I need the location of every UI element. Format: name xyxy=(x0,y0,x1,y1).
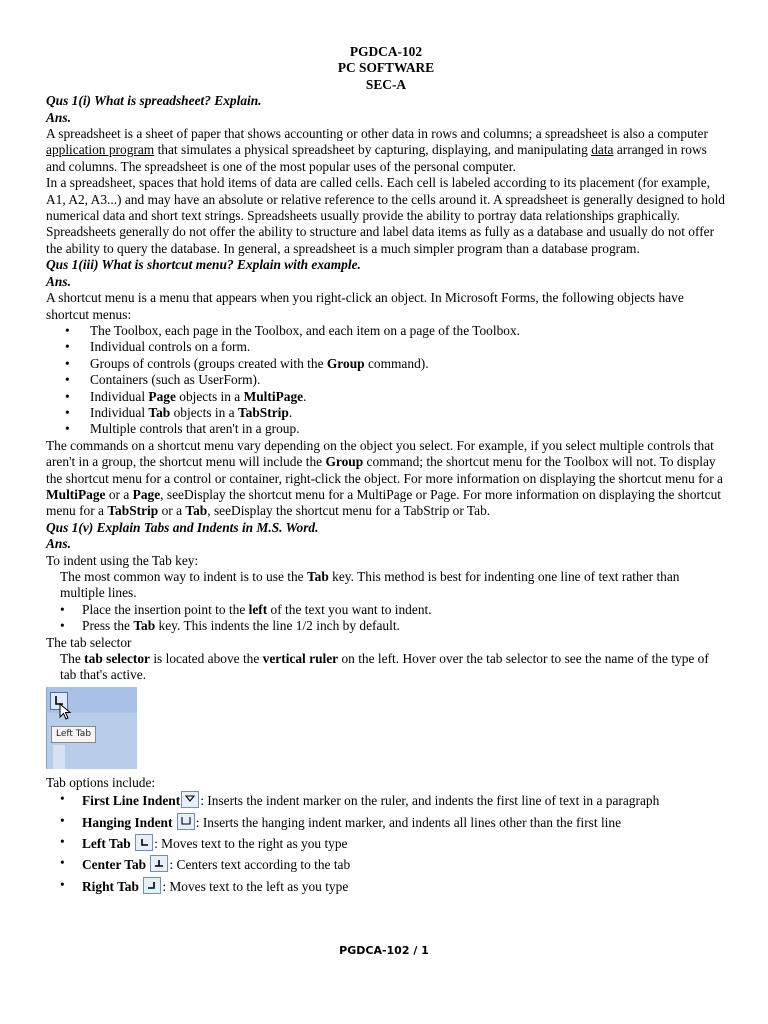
data-link[interactable]: data xyxy=(591,142,614,158)
section-label: SEC-A xyxy=(365,76,407,92)
text: objects in a xyxy=(175,388,244,404)
answer-label-1: Ans. xyxy=(46,109,71,125)
center-tab-icon xyxy=(150,855,168,872)
text: Tab xyxy=(133,618,156,634)
list-item: • Individual controls on a form. xyxy=(90,339,726,355)
course-title: PC SOFTWARE xyxy=(337,60,435,76)
doc-header xyxy=(46,44,726,93)
text: command; the shortcut menu for the Toolbox will not. To display the shortcut menu for a control or container, right-click the object. For more information on displaying the shortcut menu for a xyxy=(46,454,723,486)
shortcut-objects-list xyxy=(46,323,726,438)
hanging-indent-icon xyxy=(177,813,195,830)
list-item xyxy=(90,356,726,372)
list-item: • Containers (such as UserForm). xyxy=(90,372,726,388)
text: The most common way to indent is to use the xyxy=(60,569,307,584)
vertical-ruler xyxy=(53,745,65,769)
text: A spreadsheet is a sheet of paper that shows accounting or other data in rows and columns; a spreadsheet is also a computer xyxy=(46,126,708,142)
text: TabStrip xyxy=(237,404,289,420)
text: vertical ruler xyxy=(262,651,339,667)
list-item xyxy=(82,602,726,618)
q3-line-4 xyxy=(46,651,726,684)
text: Tab xyxy=(148,404,171,420)
text: key. This indents the line 1/2 inch by default. xyxy=(155,618,400,634)
question-1: Qus 1(i) What is spreadsheet? Explain. xyxy=(46,93,262,109)
list-item xyxy=(82,791,726,809)
answer-label-2: Ans. xyxy=(46,273,71,289)
text: : Moves text to the right as you type xyxy=(154,836,348,852)
question-3: Qus 1(v) Explain Tabs and Indents in M.S. Word. xyxy=(46,519,319,535)
text: tab selector xyxy=(84,651,150,667)
text: Groups of controls (groups created with the xyxy=(90,355,327,371)
text: arranged in rows and columns. The spreadsheet is one of the most popular uses of the personal computer. xyxy=(46,142,707,174)
indent-steps-list xyxy=(46,602,726,635)
text: Page xyxy=(132,486,161,502)
tab-options-intro: Tab options include: xyxy=(46,774,156,790)
text: Place the insertion point to the xyxy=(82,601,249,617)
text: Group xyxy=(325,454,364,470)
course-code: PGDCA-102 xyxy=(349,44,423,59)
text: objects in a xyxy=(170,404,238,420)
q3-line-1: To indent using the Tab key: xyxy=(46,552,199,568)
answer-label-3: Ans. xyxy=(46,536,71,552)
q1-paragraph-2: In a spreadsheet, spaces that hold items of data are called cells. Each cell is labeled according to its placement (for example, A1, A2, A3...) and may have an absolute or relative reference to the cells around it. A spreadsheet is generally designed to hold numerical data and short text strings. Spreadsheets usually provide the ability to portray data relationships graphically. Spreadsheets generally do not offer the ability to structure and label data items as fully as a database and usually do not offer the ability to query the database. In general, a spreadsheet is a much simpler program than a database program. xyxy=(46,175,725,256)
application-program-link[interactable]: application program xyxy=(46,142,155,158)
text: left xyxy=(248,601,268,617)
q2-intro: A shortcut menu is a menu that appears when you right-click an object. In Microsoft Forms, the following objects have shortcut menus: xyxy=(46,290,684,322)
text: . xyxy=(303,388,307,404)
text: The xyxy=(60,651,85,667)
text: Press the xyxy=(82,618,134,634)
text: command). xyxy=(364,355,429,371)
page-footer: PGDCA-102 / 1 xyxy=(339,944,429,957)
text: : Centers text according to the tab xyxy=(169,857,351,873)
tab-options-list xyxy=(46,791,726,895)
list-item: • Multiple controls that aren't in a group. xyxy=(90,421,726,437)
document-page xyxy=(46,44,726,898)
text: is located above the xyxy=(149,651,263,667)
q2-paragraph xyxy=(46,438,726,520)
text: MultiPage xyxy=(46,486,106,502)
list-item xyxy=(82,618,726,634)
text: : Inserts the hanging indent marker, and indents all lines other than the first line xyxy=(195,814,622,830)
list-item xyxy=(90,405,726,421)
text: : Moves text to the left as you type xyxy=(162,878,349,894)
text: or a xyxy=(105,486,133,502)
text: First Line Indent xyxy=(82,793,181,809)
text: Tab xyxy=(185,503,208,519)
list-item: • The Toolbox, each page in the Toolbox, and each item on a page of the Toolbox. xyxy=(90,323,726,339)
text: TabStrip xyxy=(107,503,159,519)
text: Page xyxy=(148,388,176,404)
left-tab-icon xyxy=(135,834,153,851)
q3-line-2 xyxy=(46,569,726,602)
list-item xyxy=(82,813,726,831)
text: Center Tab xyxy=(82,857,147,873)
text: , seeDisplay the shortcut menu for a TabStrip or Tab. xyxy=(207,503,491,519)
mouse-cursor-icon xyxy=(59,703,73,721)
first-line-indent-icon xyxy=(181,791,199,808)
left-tab-tooltip: Left Tab xyxy=(51,726,96,743)
list-item xyxy=(82,877,726,895)
text: that simulates a physical spreadsheet by capturing, displaying, and manipulating xyxy=(154,142,592,158)
text: Hanging Indent xyxy=(82,814,173,830)
text: Individual xyxy=(90,388,149,404)
question-2: Qus 1(iii) What is shortcut menu? Explain with example. xyxy=(46,257,361,273)
text: Right Tab xyxy=(82,878,139,894)
list-item xyxy=(82,834,726,852)
text: Individual xyxy=(90,404,149,420)
text: or a xyxy=(158,503,186,519)
q3-line-3: The tab selector xyxy=(46,634,132,650)
text: , seeDisplay the shortcut menu for a MultiPage or Page. For more information on displaying the shortcut menu for a xyxy=(46,486,721,519)
q1-paragraph-1 xyxy=(46,126,726,175)
text: Group xyxy=(326,355,365,371)
text: Left Tab xyxy=(82,836,131,852)
text: . xyxy=(288,404,293,420)
text: Tab xyxy=(306,569,329,584)
list-item xyxy=(82,855,726,873)
text: of the text you want to indent. xyxy=(267,601,432,617)
list-item xyxy=(90,389,726,405)
tab-selector-screenshot xyxy=(46,687,137,769)
text: The commands on a shortcut menu vary depending on the object you select. For example, if you select multiple controls that aren't in a group, the shortcut menu will include the xyxy=(46,437,714,470)
text: MultiPage xyxy=(243,388,304,404)
text: key. This method is best for indenting one line of text rather than multiple lines. xyxy=(60,569,680,601)
right-tab-icon xyxy=(143,877,161,894)
text: : Inserts the indent marker on the ruler, and indents the first line of text in a paragraph xyxy=(200,793,660,809)
text: on the left. Hover over the tab selector to see the name of the type of tab that's active. xyxy=(60,651,709,683)
